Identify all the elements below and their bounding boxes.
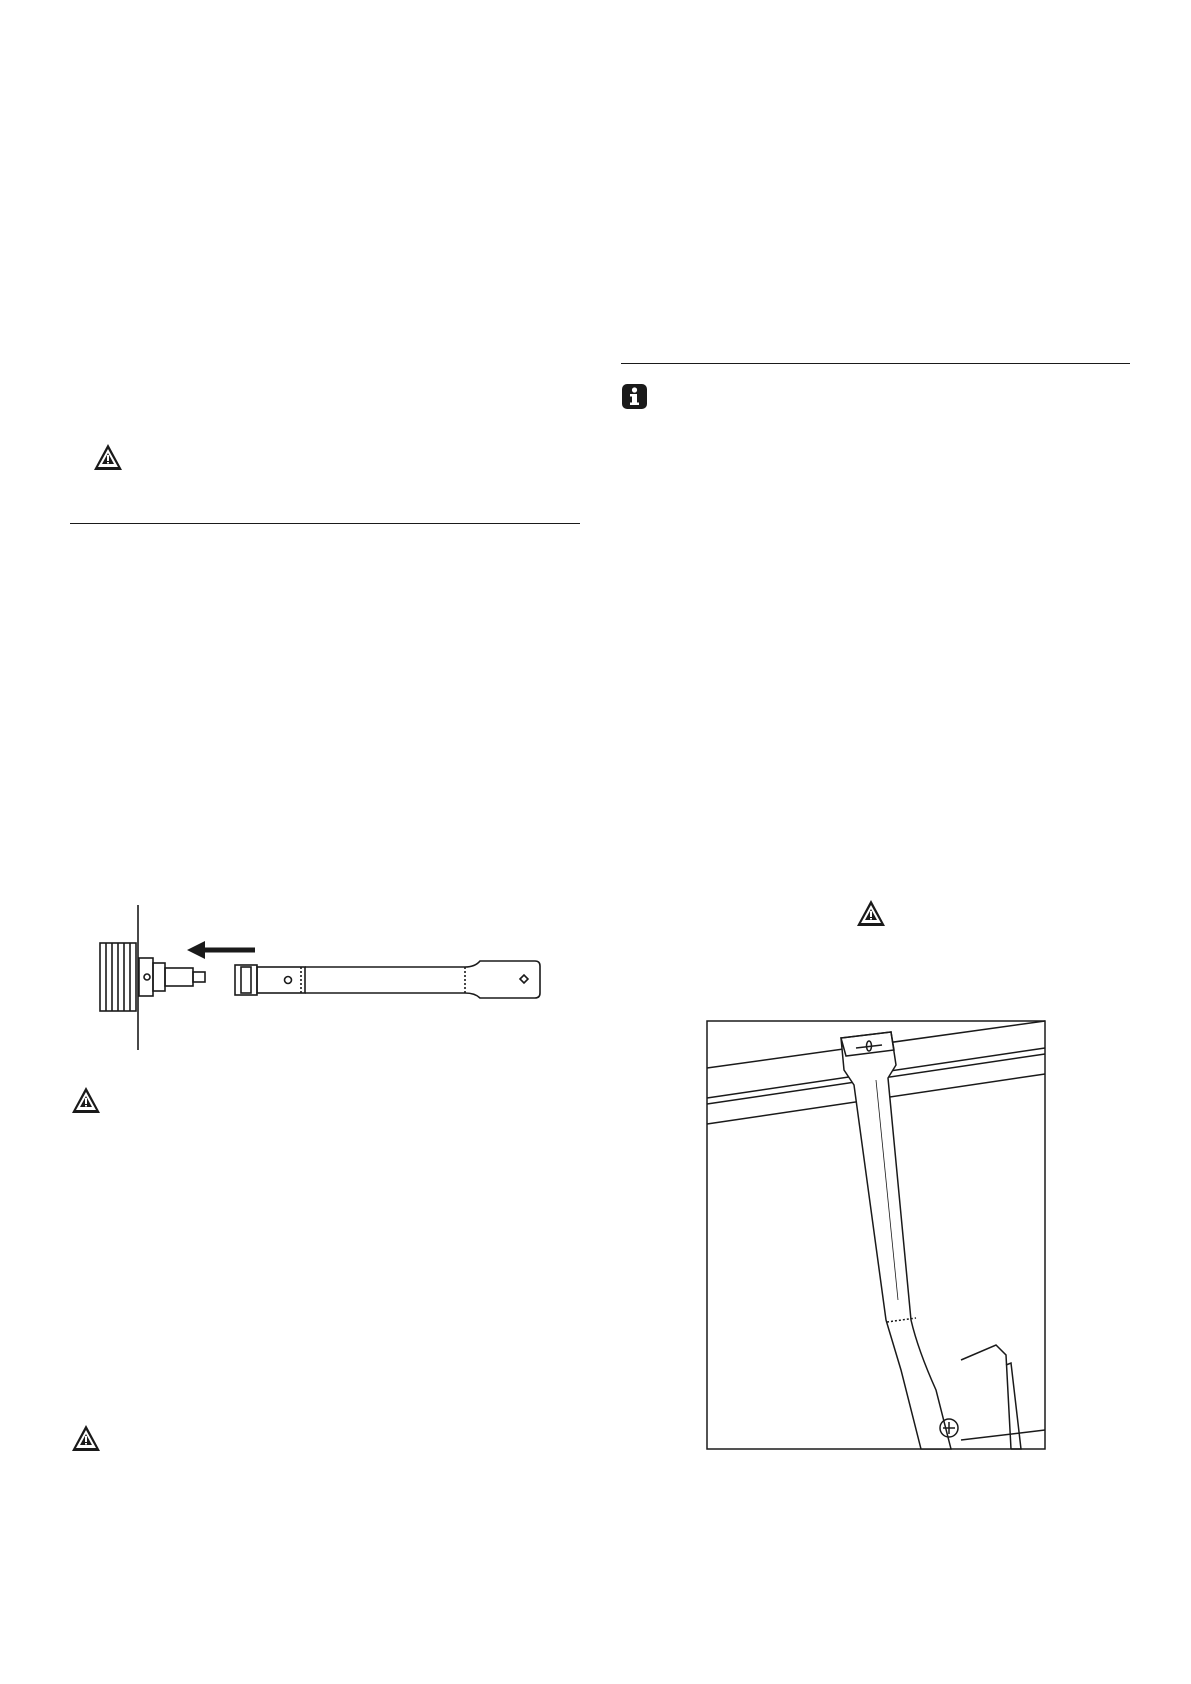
warning-triangle-icon [70,1423,102,1453]
section-divider-right [621,363,1130,364]
info-icon [621,383,648,410]
burner-installed-figure [706,1020,1046,1450]
warning-triangle-icon [70,1085,102,1115]
warning-triangle-icon [855,898,887,928]
section-divider-left [70,523,580,524]
burner-insertion-figure [95,905,545,1050]
warning-triangle-icon [92,442,124,472]
